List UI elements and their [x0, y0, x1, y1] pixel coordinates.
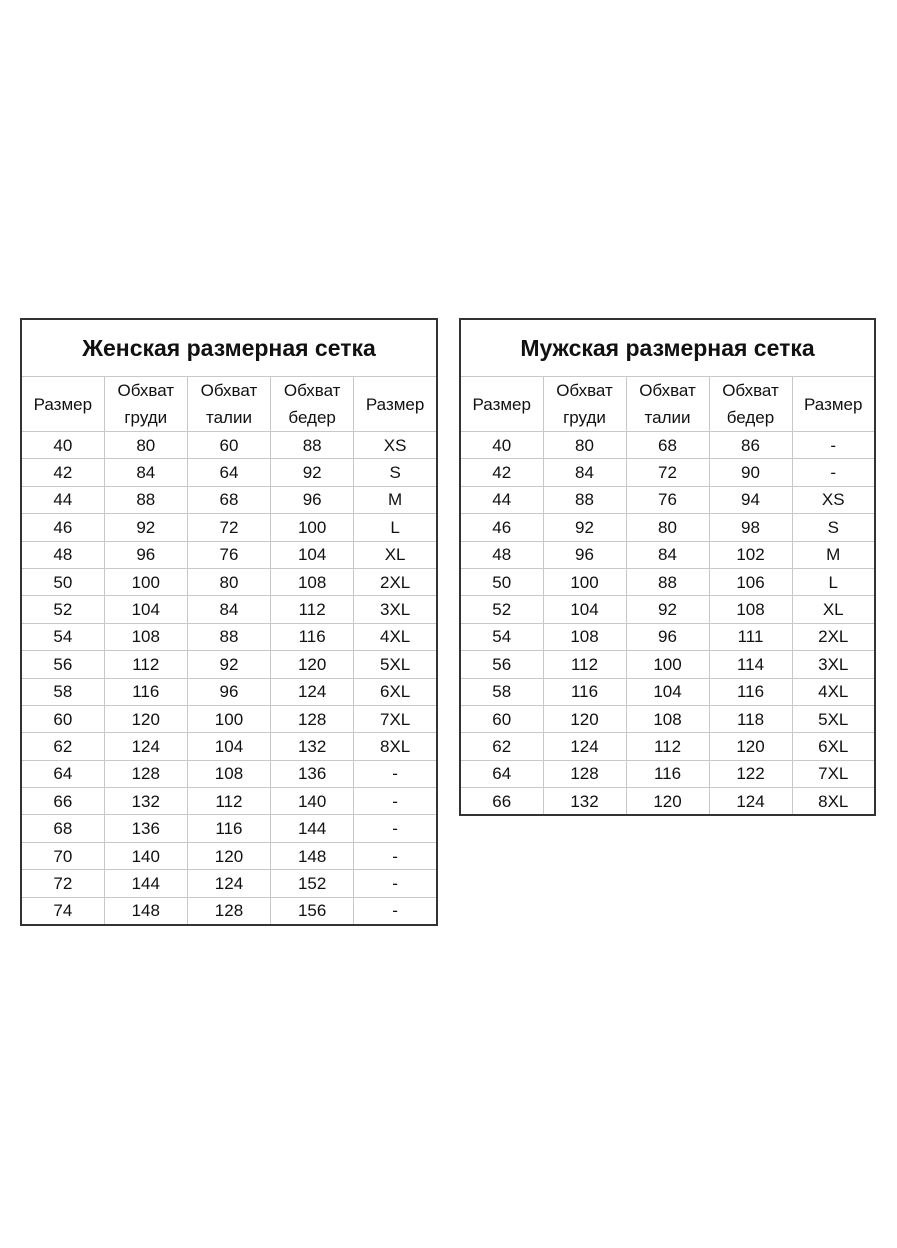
men-table-cell: 84 [543, 459, 626, 486]
men-table-cell: 4XL [792, 678, 875, 705]
men-table-cell: 54 [460, 623, 543, 650]
women-table-row [21, 568, 437, 595]
men-table-cell: 116 [709, 678, 792, 705]
women-table-cell: 152 [271, 870, 354, 897]
women-table-cell: 42 [21, 459, 104, 486]
men-table-cell: 92 [543, 514, 626, 541]
men-title-row [460, 319, 875, 377]
women-table-cell: 60 [21, 705, 104, 732]
women-table-cell: XS [354, 432, 437, 459]
women-table-cell: 128 [187, 897, 270, 925]
men-table-cell: 94 [709, 486, 792, 513]
men-table-cell: 96 [543, 541, 626, 568]
women-table-row [21, 760, 437, 787]
men-table-cell: 102 [709, 541, 792, 568]
women-table-row [21, 514, 437, 541]
men-table-cell: 114 [709, 651, 792, 678]
women-table-body [21, 432, 437, 926]
men-header-cell: Размер [792, 377, 875, 432]
women-table-cell: 96 [271, 486, 354, 513]
women-header-cell: Размер [354, 377, 437, 432]
women-table-cell: 64 [187, 459, 270, 486]
women-table-cell: 156 [271, 897, 354, 925]
women-table-title: Женская размерная сетка [21, 319, 437, 377]
women-table-cell: 112 [104, 651, 187, 678]
women-table-cell: 2XL [354, 568, 437, 595]
women-table-cell: 136 [104, 815, 187, 842]
men-header-row [460, 377, 875, 432]
men-table-row [460, 486, 875, 513]
women-table-cell: 144 [104, 870, 187, 897]
men-table-cell: 122 [709, 760, 792, 787]
women-table-cell: 54 [21, 623, 104, 650]
women-table-cell: 120 [187, 842, 270, 869]
women-table-cell: 108 [187, 760, 270, 787]
men-table-cell: - [792, 459, 875, 486]
men-table-cell: 124 [709, 788, 792, 816]
women-table-cell: 8XL [354, 733, 437, 760]
men-table-cell: 52 [460, 596, 543, 623]
men-table-cell: 112 [543, 651, 626, 678]
women-table-cell: 100 [187, 705, 270, 732]
women-size-table [20, 318, 438, 926]
men-table-cell: 104 [543, 596, 626, 623]
men-header-cell: Размер [460, 377, 543, 432]
women-table-cell: 80 [104, 432, 187, 459]
men-table-cell: 108 [543, 623, 626, 650]
men-table-cell: 7XL [792, 760, 875, 787]
men-table-cell: S [792, 514, 875, 541]
women-table-cell: 144 [271, 815, 354, 842]
women-table-row [21, 815, 437, 842]
women-table-cell: 72 [187, 514, 270, 541]
men-table-cell: 3XL [792, 651, 875, 678]
women-table-cell: 92 [104, 514, 187, 541]
women-table-cell: 50 [21, 568, 104, 595]
men-table-cell: 112 [626, 733, 709, 760]
men-table-cell: 128 [543, 760, 626, 787]
women-header-cell: Размер [21, 377, 104, 432]
men-table-cell: 6XL [792, 733, 875, 760]
women-table-cell: 120 [271, 651, 354, 678]
women-table-cell: 116 [187, 815, 270, 842]
men-table-cell: 86 [709, 432, 792, 459]
women-table-row [21, 788, 437, 815]
women-table-cell: 108 [104, 623, 187, 650]
men-table-cell: 96 [626, 623, 709, 650]
men-table-cell: 56 [460, 651, 543, 678]
men-table-cell: 2XL [792, 623, 875, 650]
women-table-cell: 44 [21, 486, 104, 513]
women-table-cell: 92 [187, 651, 270, 678]
women-table-cell: 112 [271, 596, 354, 623]
women-table-cell: 6XL [354, 678, 437, 705]
men-header-cell: Обхват груди [543, 377, 626, 432]
women-table-cell: 116 [104, 678, 187, 705]
women-title-row [21, 319, 437, 377]
women-table-row [21, 897, 437, 925]
women-table-cell: 52 [21, 596, 104, 623]
men-header-cell: Обхват талии [626, 377, 709, 432]
women-table-cell: 140 [271, 788, 354, 815]
men-table-cell: 132 [543, 788, 626, 816]
men-size-table [459, 318, 876, 816]
women-table-row [21, 733, 437, 760]
women-table-cell: 40 [21, 432, 104, 459]
women-table-cell: XL [354, 541, 437, 568]
men-table-cell: 84 [626, 541, 709, 568]
women-table-cell: 148 [271, 842, 354, 869]
men-table-cell: 90 [709, 459, 792, 486]
women-table-cell: - [354, 897, 437, 925]
men-table-cell: 118 [709, 705, 792, 732]
men-table-cell: 50 [460, 568, 543, 595]
women-table-cell: 5XL [354, 651, 437, 678]
women-table-cell: 62 [21, 733, 104, 760]
women-table-cell: 120 [104, 705, 187, 732]
women-table-cell: - [354, 870, 437, 897]
women-table-cell: 132 [104, 788, 187, 815]
men-table-row [460, 788, 875, 816]
men-table-cell: L [792, 568, 875, 595]
women-table-cell: 132 [271, 733, 354, 760]
women-table-cell: 56 [21, 651, 104, 678]
women-table-row [21, 486, 437, 513]
women-table-row [21, 596, 437, 623]
women-table-cell: 72 [21, 870, 104, 897]
women-table-row [21, 870, 437, 897]
women-table-row [21, 842, 437, 869]
women-table-cell: 68 [21, 815, 104, 842]
women-table-cell: 100 [271, 514, 354, 541]
women-table-cell: 104 [187, 733, 270, 760]
women-header-cell: Обхват груди [104, 377, 187, 432]
women-table-cell: 124 [271, 678, 354, 705]
women-table-cell: 100 [104, 568, 187, 595]
women-header-cell: Обхват бедер [271, 377, 354, 432]
women-table-cell: 64 [21, 760, 104, 787]
men-table-cell: 80 [626, 514, 709, 541]
men-table-cell: 116 [626, 760, 709, 787]
women-table-cell: 112 [187, 788, 270, 815]
men-table-cell: 120 [626, 788, 709, 816]
women-table-row [21, 541, 437, 568]
men-table-cell: XS [792, 486, 875, 513]
men-table-row [460, 678, 875, 705]
women-table-cell: S [354, 459, 437, 486]
men-table-row [460, 623, 875, 650]
men-table-row [460, 705, 875, 732]
men-table-cell: 5XL [792, 705, 875, 732]
women-table-row [21, 705, 437, 732]
women-table-cell: 124 [104, 733, 187, 760]
men-table-cell: - [792, 432, 875, 459]
men-table-row [460, 651, 875, 678]
women-table-row [21, 651, 437, 678]
men-table-cell: 60 [460, 705, 543, 732]
men-table-cell: 48 [460, 541, 543, 568]
women-table-cell: 124 [187, 870, 270, 897]
men-table-cell: 106 [709, 568, 792, 595]
women-table-cell: 108 [271, 568, 354, 595]
women-table-cell: 88 [187, 623, 270, 650]
women-table-cell: L [354, 514, 437, 541]
men-table-cell: 116 [543, 678, 626, 705]
men-table-row [460, 760, 875, 787]
women-table-cell: 128 [271, 705, 354, 732]
men-table-cell: 111 [709, 623, 792, 650]
women-table-cell: 92 [271, 459, 354, 486]
women-table-cell: 74 [21, 897, 104, 925]
women-table-cell: 80 [187, 568, 270, 595]
men-table-cell: 44 [460, 486, 543, 513]
men-table-row [460, 514, 875, 541]
women-table-cell: 140 [104, 842, 187, 869]
men-table-cell: 66 [460, 788, 543, 816]
men-table-cell: XL [792, 596, 875, 623]
women-table-cell: 84 [187, 596, 270, 623]
men-table-cell: 100 [626, 651, 709, 678]
women-table-cell: - [354, 815, 437, 842]
men-table-cell: 40 [460, 432, 543, 459]
men-table-cell: 58 [460, 678, 543, 705]
women-table-cell: 48 [21, 541, 104, 568]
women-table-cell: - [354, 760, 437, 787]
women-table-cell: - [354, 842, 437, 869]
men-table-cell: 88 [543, 486, 626, 513]
men-table-row [460, 459, 875, 486]
women-table-cell: 60 [187, 432, 270, 459]
men-table-cell: 76 [626, 486, 709, 513]
women-table-cell: - [354, 788, 437, 815]
women-table-row [21, 432, 437, 459]
men-table-cell: 108 [709, 596, 792, 623]
women-table-cell: 66 [21, 788, 104, 815]
men-table-cell: 64 [460, 760, 543, 787]
women-header-row [21, 377, 437, 432]
women-table-row [21, 623, 437, 650]
men-table-cell: 88 [626, 568, 709, 595]
women-table-cell: 88 [271, 432, 354, 459]
women-table-cell: 104 [271, 541, 354, 568]
men-table-row [460, 568, 875, 595]
men-table-cell: 42 [460, 459, 543, 486]
women-table-cell: 88 [104, 486, 187, 513]
women-table-cell: 128 [104, 760, 187, 787]
women-table-cell: M [354, 486, 437, 513]
men-table-cell: 98 [709, 514, 792, 541]
women-table-cell: 96 [104, 541, 187, 568]
men-header-cell: Обхват бедер [709, 377, 792, 432]
men-table-cell: 72 [626, 459, 709, 486]
men-table-cell: 62 [460, 733, 543, 760]
men-table-cell: M [792, 541, 875, 568]
women-table-cell: 136 [271, 760, 354, 787]
men-table-cell: 104 [626, 678, 709, 705]
women-table-cell: 4XL [354, 623, 437, 650]
men-table-cell: 92 [626, 596, 709, 623]
women-table-cell: 104 [104, 596, 187, 623]
women-table-cell: 7XL [354, 705, 437, 732]
women-table-cell: 46 [21, 514, 104, 541]
men-table-cell: 100 [543, 568, 626, 595]
men-table-cell: 80 [543, 432, 626, 459]
women-header-cell: Обхват талии [187, 377, 270, 432]
men-table-cell: 46 [460, 514, 543, 541]
women-table-cell: 96 [187, 678, 270, 705]
men-table-cell: 120 [709, 733, 792, 760]
women-table-row [21, 678, 437, 705]
men-table-cell: 108 [626, 705, 709, 732]
women-table-cell: 70 [21, 842, 104, 869]
men-table-cell: 68 [626, 432, 709, 459]
men-table-cell: 120 [543, 705, 626, 732]
women-table-cell: 148 [104, 897, 187, 925]
women-table-cell: 116 [271, 623, 354, 650]
women-table-cell: 58 [21, 678, 104, 705]
men-table-title: Мужская размерная сетка [460, 319, 875, 377]
men-table-row [460, 596, 875, 623]
women-table-cell: 76 [187, 541, 270, 568]
men-table-row [460, 432, 875, 459]
men-table-cell: 124 [543, 733, 626, 760]
women-table-row [21, 459, 437, 486]
men-table-row [460, 541, 875, 568]
men-table-row [460, 733, 875, 760]
women-table-cell: 68 [187, 486, 270, 513]
men-table-cell: 8XL [792, 788, 875, 816]
men-table-body [460, 432, 875, 816]
women-table-cell: 3XL [354, 596, 437, 623]
women-table-cell: 84 [104, 459, 187, 486]
